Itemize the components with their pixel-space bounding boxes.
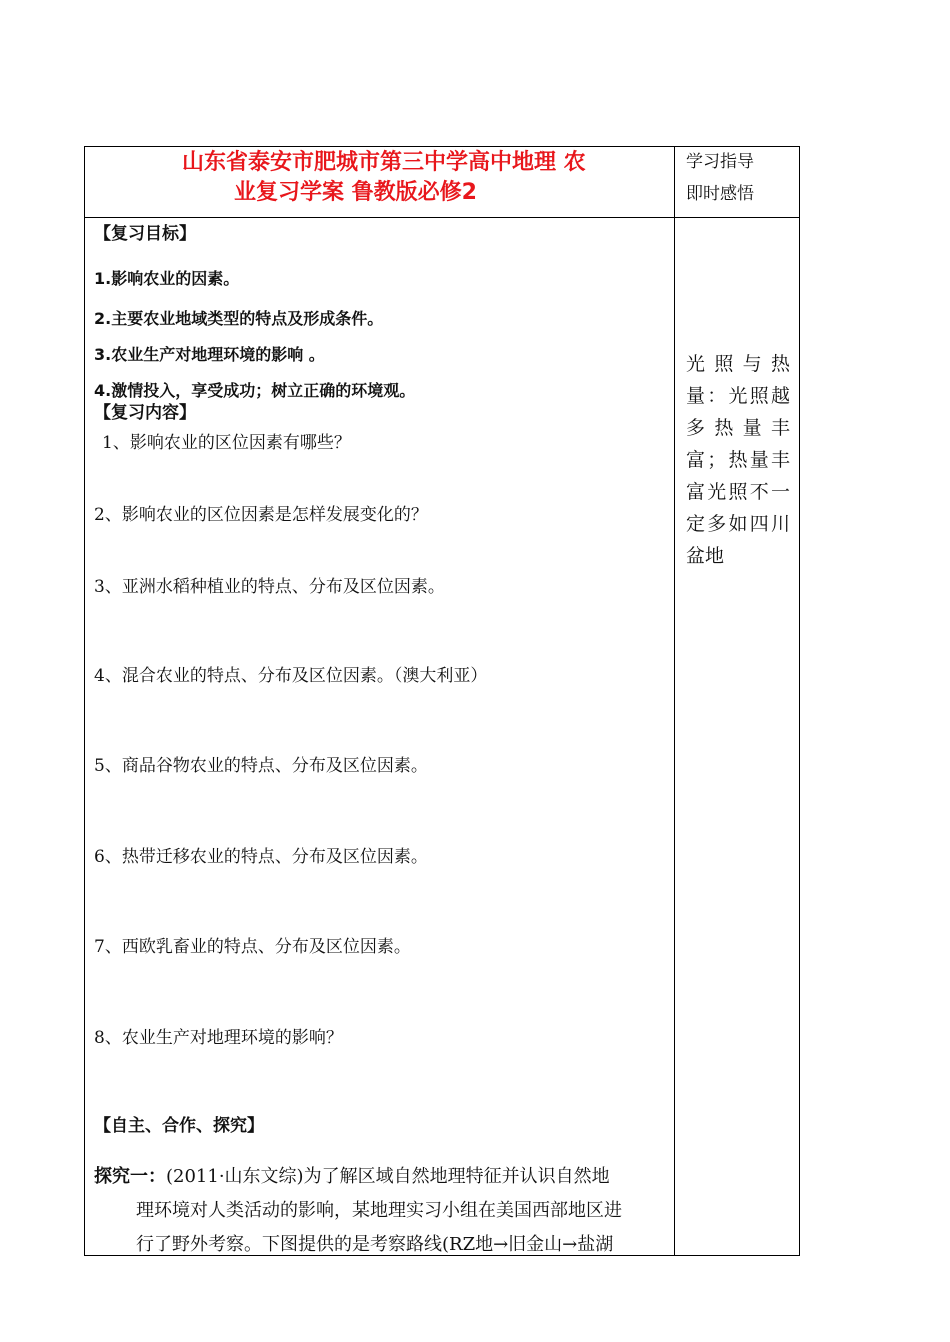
question-item: 6、热带迁移农业的特点、分布及区位因素。 xyxy=(94,847,428,867)
side-note-line: 富；热量丰 xyxy=(686,449,790,471)
explore-text-line: 行了野外考察。下图提供的是考察路线(RZ地→旧金山→盐湖 xyxy=(136,1234,614,1255)
question-item: 1、影响农业的区位因素有哪些？ xyxy=(102,433,351,453)
side-note-line: 富光照不一 xyxy=(686,481,790,503)
question-item: 4、混合农业的特点、分布及区位因素。（澳大利亚） xyxy=(94,666,488,686)
question-item: 2、影响农业的区位因素是怎样发展变化的？ xyxy=(94,505,428,525)
side-column-header xyxy=(686,146,754,210)
question-item: 7、西欧乳畜业的特点、分布及区位因素。 xyxy=(94,937,411,957)
side-header-line-1: 学习指导 xyxy=(686,152,754,172)
table-header-divider xyxy=(84,217,800,218)
goal-item: 3.农业生产对地理环境的影响 。 xyxy=(94,345,325,364)
title-line-2: 业复习学案 鲁教版必修2 xyxy=(234,180,477,205)
goal-item: 2.主要农业地域类型的特点及形成条件。 xyxy=(94,309,384,328)
explore-text-line: 理环境对人类活动的影响，某地理实习小组在美国西部地区进 xyxy=(136,1200,622,1221)
goal-item: 1.影响农业的因素。 xyxy=(94,269,240,288)
content-heading: 【复习内容】 xyxy=(94,403,196,423)
explore-text-line: (2011·山东文综)为了解区域自然地理特征并认识自然地 xyxy=(166,1166,610,1187)
explore-heading: 【自主、合作、探究】 xyxy=(94,1116,264,1136)
table-border-right xyxy=(799,146,800,1256)
explore-label: 探究一： xyxy=(94,1166,166,1187)
side-note-line: 光 照 与 热 xyxy=(686,353,790,375)
side-note-line: 盆地 xyxy=(686,545,725,567)
side-note-line: 量：光照越 xyxy=(686,385,790,407)
title-line-1: 山东省泰安市肥城市第三中学高中地理 农 xyxy=(182,150,586,175)
table-border-middle xyxy=(674,146,675,1256)
goal-item: 4.激情投入，享受成功；树立正确的环境观。 xyxy=(94,381,416,400)
table-border-left xyxy=(84,146,85,1256)
explore-paragraph xyxy=(94,1160,666,1262)
side-note-line: 定多如四川 xyxy=(686,513,790,535)
question-item: 5、商品谷物农业的特点、分布及区位因素。 xyxy=(94,756,428,776)
side-header-line-2: 即时感悟 xyxy=(686,184,754,204)
side-note-line: 多 热 量 丰 xyxy=(686,417,790,439)
goals-heading: 【复习目标】 xyxy=(94,224,196,244)
question-item: 8、农业生产对地理环境的影响？ xyxy=(94,1028,343,1048)
side-note xyxy=(686,348,790,572)
question-item: 3、亚洲水稻种植业的特点、分布及区位因素。 xyxy=(94,577,445,597)
